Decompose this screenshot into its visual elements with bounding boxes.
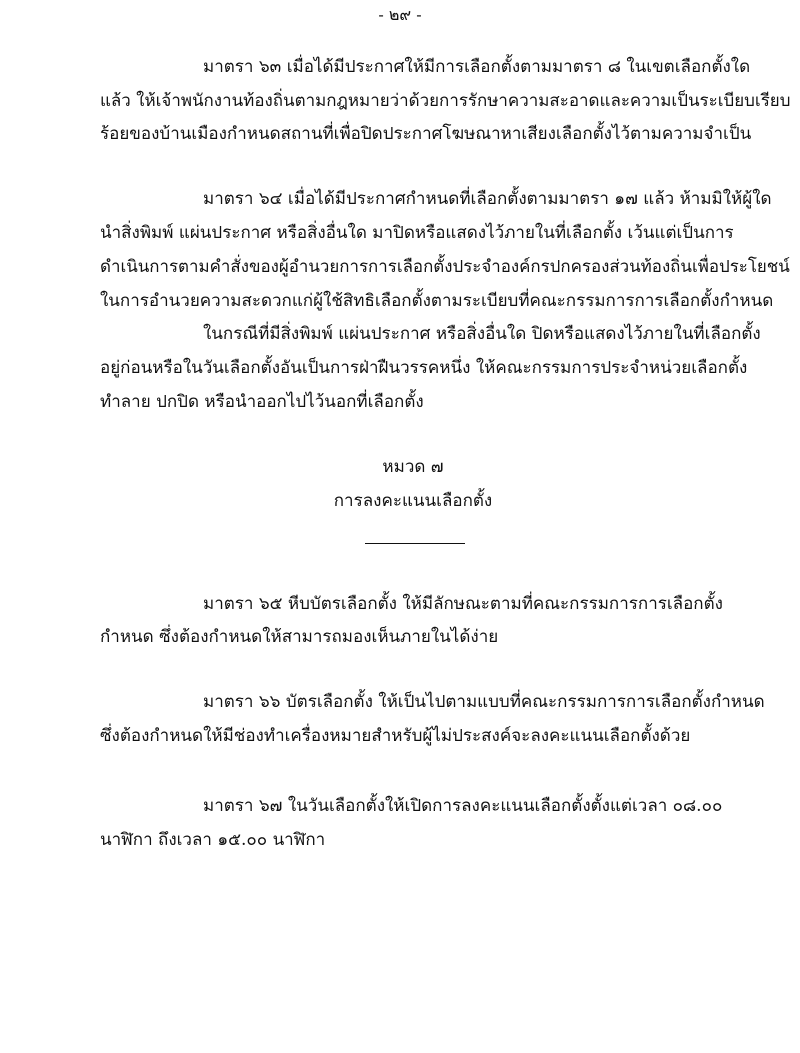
chapter-divider (365, 543, 465, 544)
section-63-line-1: มาตรา ๖๓ เมื่อได้มีประกาศให้มีการเลือกตั้งตามมาตรา ๘ ในเขตเลือกตั้งใด (203, 57, 751, 77)
section-67-line-1: มาตรา ๖๗ ในวันเลือกตั้งให้เปิดการลงคะแนนเลือกตั้งตั้งแต่เวลา ๐๘.๐๐ (203, 796, 723, 816)
section-65-line-1: มาตรา ๖๕ หีบบัตรเลือกตั้ง ให้มีลักษณะตามที่คณะกรรมการการเลือกตั้ง (203, 594, 723, 614)
section-64-line-6: อยู่ก่อนหรือในวันเลือกตั้งอันเป็นการฝ่าฝืนวรรคหนึ่ง ให้คณะกรรมการประจำหน่วยเลือกตั้ง (100, 358, 748, 378)
section-66-line-2: ซึ่งต้องกำหนดให้มีช่องทำเครื่องหมายสำหรับผู้ไม่ประสงค์จะลงคะแนนเลือกตั้งด้วย (100, 726, 691, 746)
section-64-line-2: นำสิ่งพิมพ์ แผ่นประกาศ หรือสิ่งอื่นใด มาปิดหรือแสดงไว้ภายในที่เลือกตั้ง เว้นแต่เป็นการ (100, 223, 734, 243)
section-67-line-2: นาฬิกา ถึงเวลา ๑๕.๐๐ นาฬิกา (100, 830, 326, 850)
section-63-line-2: แล้ว ให้เจ้าพนักงานท้องถิ่นตามกฎหมายว่าด้วยการรักษาความสะอาดและความเป็นระเบียบเรียบ (100, 91, 791, 111)
chapter-title: การลงคะแนนเลือกตั้ง (333, 491, 493, 511)
section-64-line-3: ดำเนินการตามคำสั่งของผู้อำนวยการการเลือกตั้งประจำองค์กรปกครองส่วนท้องถิ่นเพื่อประโยชน์ (100, 257, 790, 277)
chapter-number: หมวด ๗ (382, 457, 444, 477)
section-66-line-1: มาตรา ๖๖ บัตรเลือกตั้ง ให้เป็นไปตามแบบที่คณะกรรมการการเลือกตั้งกำหนด (203, 692, 765, 712)
section-64-line-7: ทำลาย ปกปิด หรือนำออกไปไว้นอกที่เลือกตั้ง (100, 392, 424, 412)
section-64-line-1: มาตรา ๖๔ เมื่อได้มีประกาศกำหนดที่เลือกตั้งตามมาตรา ๑๗ แล้ว ห้ามมิให้ผู้ใด (203, 189, 772, 209)
section-64-line-4: ในการอำนวยความสะดวกแก่ผู้ใช้สิทธิเลือกตั้งตามระเบียบที่คณะกรรมการการเลือกตั้งกำหนด (100, 291, 774, 311)
section-63-line-3: ร้อยของบ้านเมืองกำหนดสถานที่เพื่อปิดประกาศโฆษณาหาเสียงเลือกตั้งไว้ตามความจำเป็น (100, 124, 752, 144)
section-65-line-2: กำหนด ซึ่งต้องกำหนดให้สามารถมองเห็นภายในได้ง่าย (100, 627, 499, 647)
page-number: - ๒๙ - (378, 5, 422, 24)
section-64-line-5: ในกรณีที่มีสิ่งพิมพ์ แผ่นประกาศ หรือสิ่งอื่นใด ปิดหรือแสดงไว้ภายในที่เลือกตั้ง (203, 324, 761, 344)
